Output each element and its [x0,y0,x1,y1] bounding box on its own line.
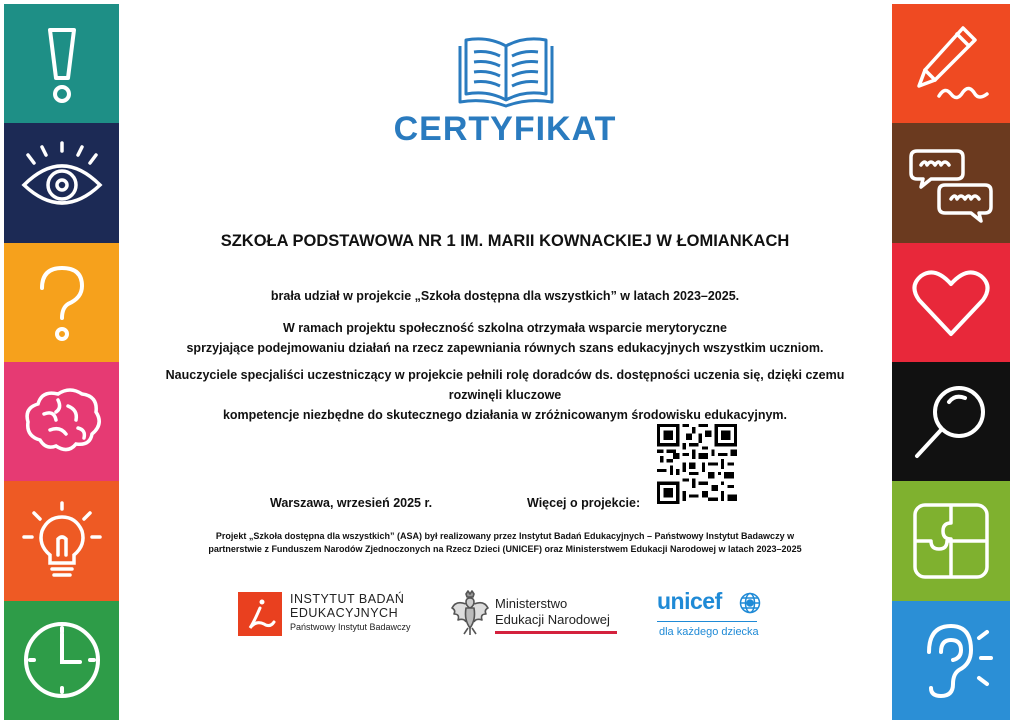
pencil-icon [909,22,993,106]
men-logo [450,590,620,640]
men-red-underline [495,631,617,634]
tile-clock [4,601,119,720]
brain-icon [20,380,104,464]
clock-icon [20,618,104,702]
right-icon-strip [892,4,1010,720]
speech-bubbles-icon [909,141,993,225]
magnifier-icon [909,380,993,464]
question-icon [20,260,104,344]
ibe-name-line-3: Państwowy Instytut Badawczy [290,622,411,632]
tile-question [4,243,119,362]
tile-heart [892,243,1010,362]
unicef-wordmark: unicef [657,588,722,614]
project-footer-note [170,530,840,556]
tile-speech [892,123,1010,242]
ibe-name-line-1: INSTYTUT BADAŃ [290,592,405,606]
participation-text: brała udział w projekcie „Szkoła dostępna dla wszystkich” w latach 2023–2025. [270,289,740,303]
unicef-globe-icon [739,592,761,614]
ibe-logo [238,590,418,640]
support-line-1: W ramach projektu społeczność szkolna otrzymała wsparcie merytoryczne [283,321,727,335]
exclamation-icon [20,22,104,106]
lightbulb-icon [20,499,104,583]
certificate-body [120,0,890,727]
open-book-icon [458,32,554,110]
tile-eye [4,123,119,242]
certificate-title: CERTYFIKAT [393,110,617,148]
tile-magnifier [892,362,1010,481]
teachers-paragraph [160,365,850,425]
eagle-emblem-icon [450,590,490,636]
place-date: Warszawa, wrzesień 2025 r. [270,496,433,510]
unicef-logo [657,590,777,644]
tile-pencil [892,4,1010,123]
more-info-label: Więcej o projekcie: [527,496,641,510]
ibe-logo-mark [238,592,282,636]
unicef-divider [657,621,757,622]
teachers-line-2: kompetencje niezbędne do skutecznego działania w zróżnicowanym środowisku edukacyjnym. [222,408,788,422]
tile-puzzle [892,481,1010,600]
unicef-tagline: dla każdego dziecka [659,626,759,638]
tile-exclamation [4,4,119,123]
men-name-line-1: Ministerstwo [495,596,568,611]
tile-ear [892,601,1010,720]
eye-icon [20,141,104,225]
footer-line-1: Projekt „Szkoła dostępna dla wszystkich” (ASA) był realizowany przez Instytut Badań Edukacyjnych – Państwowy Instytut Badawczy w [215,531,795,541]
heart-icon [909,260,993,344]
tile-lightbulb [4,481,119,600]
teachers-line-1: Nauczyciele specjaliści uczestniczący w projekcie pełnili rolę doradców ds. dostępności uczenia się, dzięki czemu rozwinęli kluczowe [165,368,845,402]
school-name: SZKOŁA PODSTAWOWA NR 1 IM. MARII KOWNACKIEJ W ŁOMIANKACH [220,232,790,250]
support-paragraph [160,318,850,358]
men-name-line-2: Edukacji Narodowej [495,612,610,627]
ear-icon [909,618,993,702]
left-icon-strip [4,4,119,720]
ibe-name-line-2: EDUKACYJNYCH [290,606,399,620]
participation-paragraph [160,286,850,306]
puzzle-icon [909,499,993,583]
support-line-2: sprzyjające podejmowaniu działań na rzecz zapewniania równych szans edukacyjnych wszystkim uczniom. [186,341,824,355]
qr-code[interactable] [657,424,737,504]
tile-brain [4,362,119,481]
footer-line-2: partnerstwie z Funduszem Narodów Zjednoczonych na Rzecz Dzieci (UNICEF) oraz Ministerstwem Edukacji Narodowej w latach 2023–2025 [208,544,802,554]
